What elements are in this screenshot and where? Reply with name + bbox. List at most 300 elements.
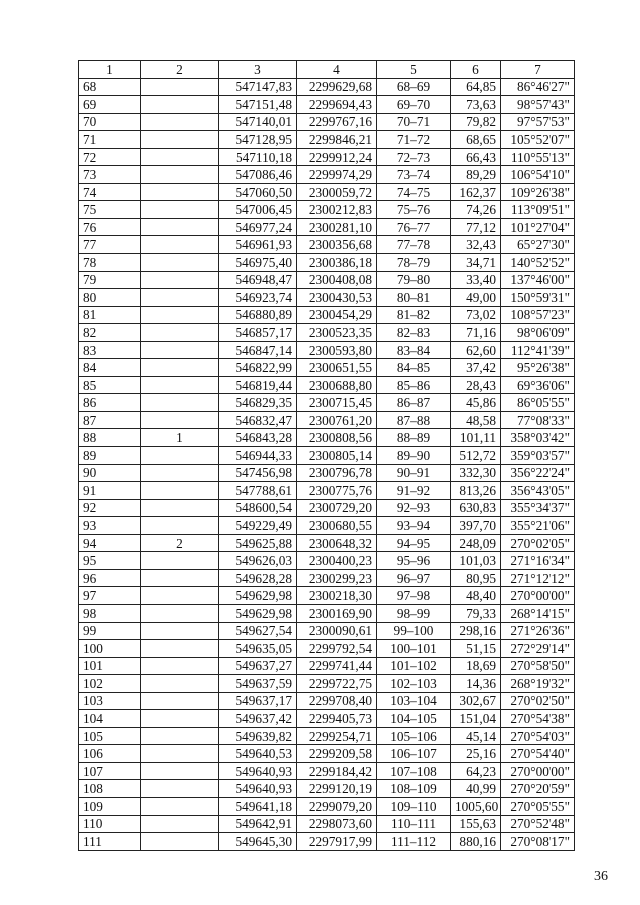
table-cell-col-2 (141, 464, 219, 482)
table-cell-col-6: 62,60 (451, 341, 501, 359)
table-cell-col-5: 96–97 (377, 569, 451, 587)
table-row (79, 254, 575, 272)
table-cell-col-2 (141, 183, 219, 201)
table-row (79, 447, 575, 465)
table-cell-col-2 (141, 201, 219, 219)
table-cell-col-4: 2299708,40 (297, 692, 377, 710)
table-cell-col-4: 2299767,16 (297, 113, 377, 131)
table-cell-col-3: 547151,48 (219, 96, 297, 114)
table-cell-col-7: 270°05'55" (501, 797, 575, 815)
table-cell-col-3: 546961,93 (219, 236, 297, 254)
table-cell-col-1: 83 (79, 341, 141, 359)
table-row (79, 552, 575, 570)
table-cell-col-1: 89 (79, 447, 141, 465)
table-cell-col-2 (141, 341, 219, 359)
table-cell-col-4: 2300218,30 (297, 587, 377, 605)
table-cell-col-2 (141, 640, 219, 658)
table-row (79, 464, 575, 482)
table-cell-col-3: 547086,46 (219, 166, 297, 184)
table-cell-col-1: 111 (79, 833, 141, 851)
table-cell-col-2 (141, 815, 219, 833)
table-cell-col-4: 2300299,23 (297, 569, 377, 587)
table-cell-col-2 (141, 604, 219, 622)
header-col-1: 1 (79, 61, 141, 79)
table-cell-col-1: 107 (79, 762, 141, 780)
table-cell-col-2 (141, 166, 219, 184)
table-cell-col-7: 150°59'31" (501, 289, 575, 307)
table-cell-col-7: 270°54'03" (501, 727, 575, 745)
table-cell-col-5: 70–71 (377, 113, 451, 131)
table-cell-col-7: 270°54'38" (501, 710, 575, 728)
table-cell-col-1: 70 (79, 113, 141, 131)
table-cell-col-4: 2300651,55 (297, 359, 377, 377)
table-cell-col-5: 79–80 (377, 271, 451, 289)
table-cell-col-3: 547147,83 (219, 78, 297, 96)
table-cell-col-3: 547006,45 (219, 201, 297, 219)
table-cell-col-2 (141, 675, 219, 693)
table-cell-col-7: 86°05'55" (501, 394, 575, 412)
table-cell-col-1: 92 (79, 499, 141, 517)
table-cell-col-3: 549642,91 (219, 815, 297, 833)
table-cell-col-3: 546832,47 (219, 411, 297, 429)
table-cell-col-6: 74,26 (451, 201, 501, 219)
table-cell-col-2 (141, 113, 219, 131)
table-cell-col-4: 2300169,90 (297, 604, 377, 622)
table-cell-col-3: 549640,53 (219, 745, 297, 763)
table-cell-col-6: 37,42 (451, 359, 501, 377)
table-cell-col-3: 549626,03 (219, 552, 297, 570)
table-cell-col-4: 2300761,20 (297, 411, 377, 429)
table-cell-col-5: 80–81 (377, 289, 451, 307)
table-cell-col-5: 108–109 (377, 780, 451, 798)
table-cell-col-1: 101 (79, 657, 141, 675)
table-cell-col-1: 78 (79, 254, 141, 272)
table-row (79, 640, 575, 658)
table-cell-col-7: 97°57'53" (501, 113, 575, 131)
table-cell-col-4: 2299974,29 (297, 166, 377, 184)
table-cell-col-7: 355°34'37" (501, 499, 575, 517)
table-cell-col-5: 75–76 (377, 201, 451, 219)
table-row (79, 429, 575, 447)
table-cell-col-6: 79,33 (451, 604, 501, 622)
table-cell-col-6: 14,36 (451, 675, 501, 693)
table-cell-col-5: 83–84 (377, 341, 451, 359)
table-cell-col-7: 270°52'48" (501, 815, 575, 833)
table-cell-col-6: 162,37 (451, 183, 501, 201)
table-cell-col-1: 109 (79, 797, 141, 815)
table-cell-col-5: 86–87 (377, 394, 451, 412)
table-cell-col-4: 2299209,58 (297, 745, 377, 763)
table-cell-col-5: 76–77 (377, 218, 451, 236)
table-cell-col-6: 66,43 (451, 148, 501, 166)
table-cell-col-3: 549637,59 (219, 675, 297, 693)
table-cell-col-2 (141, 622, 219, 640)
table-cell-col-2 (141, 254, 219, 272)
table-cell-col-3: 547788,61 (219, 482, 297, 500)
table-cell-col-6: 630,83 (451, 499, 501, 517)
table-cell-col-6: 89,29 (451, 166, 501, 184)
table-cell-col-6: 155,63 (451, 815, 501, 833)
table-cell-col-2 (141, 657, 219, 675)
table-cell-col-7: 270°00'00" (501, 762, 575, 780)
table-cell-col-6: 80,95 (451, 569, 501, 587)
table-cell-col-1: 104 (79, 710, 141, 728)
table-cell-col-6: 34,71 (451, 254, 501, 272)
table-cell-col-5: 95–96 (377, 552, 451, 570)
table-cell-col-3: 546829,35 (219, 394, 297, 412)
table-cell-col-2 (141, 692, 219, 710)
table-cell-col-4: 2300356,68 (297, 236, 377, 254)
table-cell-col-3: 546975,40 (219, 254, 297, 272)
table-cell-col-5: 69–70 (377, 96, 451, 114)
table-cell-col-2 (141, 394, 219, 412)
table-cell-col-3: 549625,88 (219, 534, 297, 552)
table-row (79, 833, 575, 851)
table-cell-col-3: 549627,54 (219, 622, 297, 640)
table-row (79, 675, 575, 693)
table-row (79, 710, 575, 728)
table-cell-col-5: 92–93 (377, 499, 451, 517)
table-cell-col-6: 77,12 (451, 218, 501, 236)
table-cell-col-1: 86 (79, 394, 141, 412)
table-cell-col-3: 549637,42 (219, 710, 297, 728)
table-cell-col-1: 76 (79, 218, 141, 236)
table-cell-col-7: 270°02'50" (501, 692, 575, 710)
table-cell-col-4: 2300090,61 (297, 622, 377, 640)
table-cell-col-4: 2299722,75 (297, 675, 377, 693)
table-cell-col-6: 332,30 (451, 464, 501, 482)
table-cell-col-3: 549629,98 (219, 604, 297, 622)
table-cell-col-6: 101,03 (451, 552, 501, 570)
table-cell-col-6: 51,15 (451, 640, 501, 658)
table-cell-col-3: 546977,24 (219, 218, 297, 236)
table-cell-col-1: 95 (79, 552, 141, 570)
table-cell-col-4: 2300715,45 (297, 394, 377, 412)
table-cell-col-1: 68 (79, 78, 141, 96)
table-row (79, 569, 575, 587)
table-cell-col-3: 549635,05 (219, 640, 297, 658)
table-cell-col-2 (141, 78, 219, 96)
table-cell-col-7: 356°22'24" (501, 464, 575, 482)
table-cell-col-7: 110°55'13" (501, 148, 575, 166)
table-cell-col-2 (141, 727, 219, 745)
table-cell-col-1: 69 (79, 96, 141, 114)
table-cell-col-7: 108°57'23" (501, 306, 575, 324)
table-cell-col-7: 98°57'43" (501, 96, 575, 114)
table-cell-col-6: 101,11 (451, 429, 501, 447)
table-cell-col-4: 2300386,18 (297, 254, 377, 272)
table-row (79, 324, 575, 342)
table-cell-col-6: 64,85 (451, 78, 501, 96)
table-row (79, 148, 575, 166)
table-cell-col-7: 355°21'06" (501, 517, 575, 535)
table-cell-col-4: 2300796,78 (297, 464, 377, 482)
table-row (79, 78, 575, 96)
table-row (79, 183, 575, 201)
table-cell-col-4: 2299184,42 (297, 762, 377, 780)
table-cell-col-3: 548600,54 (219, 499, 297, 517)
table-cell-col-4: 2300593,80 (297, 341, 377, 359)
table-row (79, 271, 575, 289)
table-cell-col-5: 78–79 (377, 254, 451, 272)
table-cell-col-7: 271°16'34" (501, 552, 575, 570)
table-cell-col-7: 98°06'09" (501, 324, 575, 342)
table-cell-col-7: 137°46'00" (501, 271, 575, 289)
page-number: 36 (594, 869, 608, 884)
table-cell-col-3: 546843,28 (219, 429, 297, 447)
table-cell-col-3: 549645,30 (219, 833, 297, 851)
table-cell-col-1: 80 (79, 289, 141, 307)
table-cell-col-6: 32,43 (451, 236, 501, 254)
table-cell-col-5: 105–106 (377, 727, 451, 745)
table-cell-col-7: 270°54'40" (501, 745, 575, 763)
table-cell-col-1: 98 (79, 604, 141, 622)
header-col-6: 6 (451, 61, 501, 79)
table-cell-col-5: 101–102 (377, 657, 451, 675)
table-cell-col-1: 96 (79, 569, 141, 587)
table-cell-col-2 (141, 131, 219, 149)
table-cell-col-2 (141, 306, 219, 324)
table-cell-col-4: 2300775,76 (297, 482, 377, 500)
table-cell-col-1: 72 (79, 148, 141, 166)
table-body (79, 78, 575, 850)
table-cell-col-7: 270°08'17" (501, 833, 575, 851)
table-cell-col-4: 2300454,29 (297, 306, 377, 324)
table-cell-col-1: 99 (79, 622, 141, 640)
table-cell-col-6: 48,40 (451, 587, 501, 605)
table-cell-col-6: 73,02 (451, 306, 501, 324)
table-cell-col-1: 100 (79, 640, 141, 658)
table-cell-col-5: 85–86 (377, 376, 451, 394)
table-cell-col-3: 549639,82 (219, 727, 297, 745)
table-cell-col-1: 103 (79, 692, 141, 710)
table-cell-col-3: 547060,50 (219, 183, 297, 201)
table-cell-col-5: 73–74 (377, 166, 451, 184)
table-cell-col-4: 2300729,20 (297, 499, 377, 517)
table-cell-col-6: 298,16 (451, 622, 501, 640)
table-cell-col-3: 546847,14 (219, 341, 297, 359)
table-cell-col-7: 77°08'33" (501, 411, 575, 429)
table-row (79, 411, 575, 429)
table-cell-col-1: 94 (79, 534, 141, 552)
table-row (79, 745, 575, 763)
table-cell-col-3: 546923,74 (219, 289, 297, 307)
table-row (79, 622, 575, 640)
table-cell-col-4: 2298073,60 (297, 815, 377, 833)
table-cell-col-6: 49,00 (451, 289, 501, 307)
table-cell-col-6: 397,70 (451, 517, 501, 535)
table-cell-col-7: 270°00'00" (501, 587, 575, 605)
table-cell-col-4: 2300688,80 (297, 376, 377, 394)
table-cell-col-4: 2300059,72 (297, 183, 377, 201)
table-cell-col-3: 547456,98 (219, 464, 297, 482)
table-cell-col-5: 72–73 (377, 148, 451, 166)
table-row (79, 762, 575, 780)
table-cell-col-7: 109°26'38" (501, 183, 575, 201)
table-cell-col-1: 88 (79, 429, 141, 447)
table-cell-col-7: 86°46'27" (501, 78, 575, 96)
table-cell-col-1: 77 (79, 236, 141, 254)
table-cell-col-2 (141, 780, 219, 798)
table-cell-col-7: 358°03'42" (501, 429, 575, 447)
table-cell-col-2 (141, 569, 219, 587)
table-cell-col-7: 271°12'12" (501, 569, 575, 587)
header-col-7: 7 (501, 61, 575, 79)
table-cell-col-4: 2299079,20 (297, 797, 377, 815)
table-cell-col-4: 2300648,32 (297, 534, 377, 552)
table-cell-col-5: 91–92 (377, 482, 451, 500)
table-cell-col-1: 84 (79, 359, 141, 377)
table-cell-col-1: 79 (79, 271, 141, 289)
table-cell-col-5: 110–111 (377, 815, 451, 833)
table-cell-col-3: 547140,01 (219, 113, 297, 131)
table-cell-col-1: 102 (79, 675, 141, 693)
table-cell-col-2 (141, 745, 219, 763)
table-cell-col-7: 106°54'10" (501, 166, 575, 184)
table-cell-col-2 (141, 359, 219, 377)
table-cell-col-6: 64,23 (451, 762, 501, 780)
table-cell-col-7: 270°20'59" (501, 780, 575, 798)
coordinates-table (78, 60, 575, 851)
table-row (79, 517, 575, 535)
table-cell-col-4: 2300400,23 (297, 552, 377, 570)
table-cell-col-7: 268°19'32" (501, 675, 575, 693)
table-cell-col-5: 88–89 (377, 429, 451, 447)
table-cell-col-1: 71 (79, 131, 141, 149)
table-cell-col-4: 2299846,21 (297, 131, 377, 149)
table-cell-col-6: 45,14 (451, 727, 501, 745)
table-cell-col-3: 549637,17 (219, 692, 297, 710)
table-row (79, 657, 575, 675)
table-cell-col-3: 549629,98 (219, 587, 297, 605)
table-row (79, 289, 575, 307)
table-cell-col-6: 73,63 (451, 96, 501, 114)
table-row (79, 604, 575, 622)
table-cell-col-3: 547110,18 (219, 148, 297, 166)
table-cell-col-4: 2300808,56 (297, 429, 377, 447)
table-cell-col-3: 549640,93 (219, 762, 297, 780)
table-cell-col-2 (141, 376, 219, 394)
table-cell-col-7: 112°41'39" (501, 341, 575, 359)
table-cell-col-2 (141, 411, 219, 429)
table-cell-col-4: 2299629,68 (297, 78, 377, 96)
table-row (79, 727, 575, 745)
table-cell-col-5: 87–88 (377, 411, 451, 429)
table-cell-col-1: 74 (79, 183, 141, 201)
table-row (79, 166, 575, 184)
table-cell-col-5: 81–82 (377, 306, 451, 324)
table-cell-col-4: 2299405,73 (297, 710, 377, 728)
table-cell-col-3: 546822,99 (219, 359, 297, 377)
table-cell-col-1: 73 (79, 166, 141, 184)
table-cell-col-4: 2299694,43 (297, 96, 377, 114)
table-cell-col-3: 546819,44 (219, 376, 297, 394)
table-row (79, 482, 575, 500)
table-cell-col-5: 106–107 (377, 745, 451, 763)
table-cell-col-2 (141, 517, 219, 535)
table-cell-col-4: 2300281,10 (297, 218, 377, 236)
table-cell-col-2 (141, 148, 219, 166)
table-row (79, 218, 575, 236)
table-cell-col-6: 48,58 (451, 411, 501, 429)
table-cell-col-6: 302,67 (451, 692, 501, 710)
table-cell-col-5: 109–110 (377, 797, 451, 815)
table-cell-col-6: 25,16 (451, 745, 501, 763)
table-cell-col-7: 270°02'05" (501, 534, 575, 552)
table-cell-col-2: 1 (141, 429, 219, 447)
table-cell-col-5: 103–104 (377, 692, 451, 710)
table-cell-col-2 (141, 762, 219, 780)
table-row (79, 587, 575, 605)
table-cell-col-3: 546948,47 (219, 271, 297, 289)
table-cell-col-5: 74–75 (377, 183, 451, 201)
table-cell-col-7: 271°26'36" (501, 622, 575, 640)
table-row (79, 394, 575, 412)
table-cell-col-6: 33,40 (451, 271, 501, 289)
table-cell-col-5: 90–91 (377, 464, 451, 482)
table-row (79, 359, 575, 377)
table-cell-col-7: 105°52'07" (501, 131, 575, 149)
header-col-5: 5 (377, 61, 451, 79)
table-cell-col-5: 111–112 (377, 833, 451, 851)
table-cell-col-1: 82 (79, 324, 141, 342)
table-cell-col-7: 272°29'14" (501, 640, 575, 658)
table-cell-col-7: 69°36'06" (501, 376, 575, 394)
table-cell-col-3: 547128,95 (219, 131, 297, 149)
table-cell-col-3: 549628,28 (219, 569, 297, 587)
table-cell-col-4: 2300805,14 (297, 447, 377, 465)
table-cell-col-5: 107–108 (377, 762, 451, 780)
table-cell-col-2 (141, 797, 219, 815)
table-cell-col-5: 99–100 (377, 622, 451, 640)
table-cell-col-1: 106 (79, 745, 141, 763)
table-cell-col-4: 2299741,44 (297, 657, 377, 675)
table-cell-col-6: 40,99 (451, 780, 501, 798)
table-cell-col-6: 28,43 (451, 376, 501, 394)
table-row (79, 780, 575, 798)
table-cell-col-7: 359°03'57" (501, 447, 575, 465)
table-cell-col-3: 546880,89 (219, 306, 297, 324)
table-cell-col-7: 140°52'52" (501, 254, 575, 272)
table-cell-col-1: 110 (79, 815, 141, 833)
table-cell-col-4: 2297917,99 (297, 833, 377, 851)
table-cell-col-1: 81 (79, 306, 141, 324)
table-cell-col-7: 95°26'38" (501, 359, 575, 377)
header-col-4: 4 (297, 61, 377, 79)
table-cell-col-4: 2299120,19 (297, 780, 377, 798)
table-cell-col-1: 87 (79, 411, 141, 429)
table-row (79, 341, 575, 359)
table-cell-col-2 (141, 552, 219, 570)
table-cell-col-1: 93 (79, 517, 141, 535)
table-cell-col-5: 100–101 (377, 640, 451, 658)
table-row (79, 815, 575, 833)
table-cell-col-1: 91 (79, 482, 141, 500)
table-cell-col-6: 18,69 (451, 657, 501, 675)
header-col-2: 2 (141, 61, 219, 79)
table-cell-col-2 (141, 289, 219, 307)
table-cell-col-1: 97 (79, 587, 141, 605)
table-cell-col-4: 2300212,83 (297, 201, 377, 219)
table-cell-col-5: 82–83 (377, 324, 451, 342)
table-cell-col-2 (141, 96, 219, 114)
table-cell-col-2 (141, 218, 219, 236)
table-cell-col-4: 2300408,08 (297, 271, 377, 289)
table-cell-col-1: 85 (79, 376, 141, 394)
header-col-3: 3 (219, 61, 297, 79)
table-cell-col-3: 546944,33 (219, 447, 297, 465)
table-cell-col-2 (141, 482, 219, 500)
